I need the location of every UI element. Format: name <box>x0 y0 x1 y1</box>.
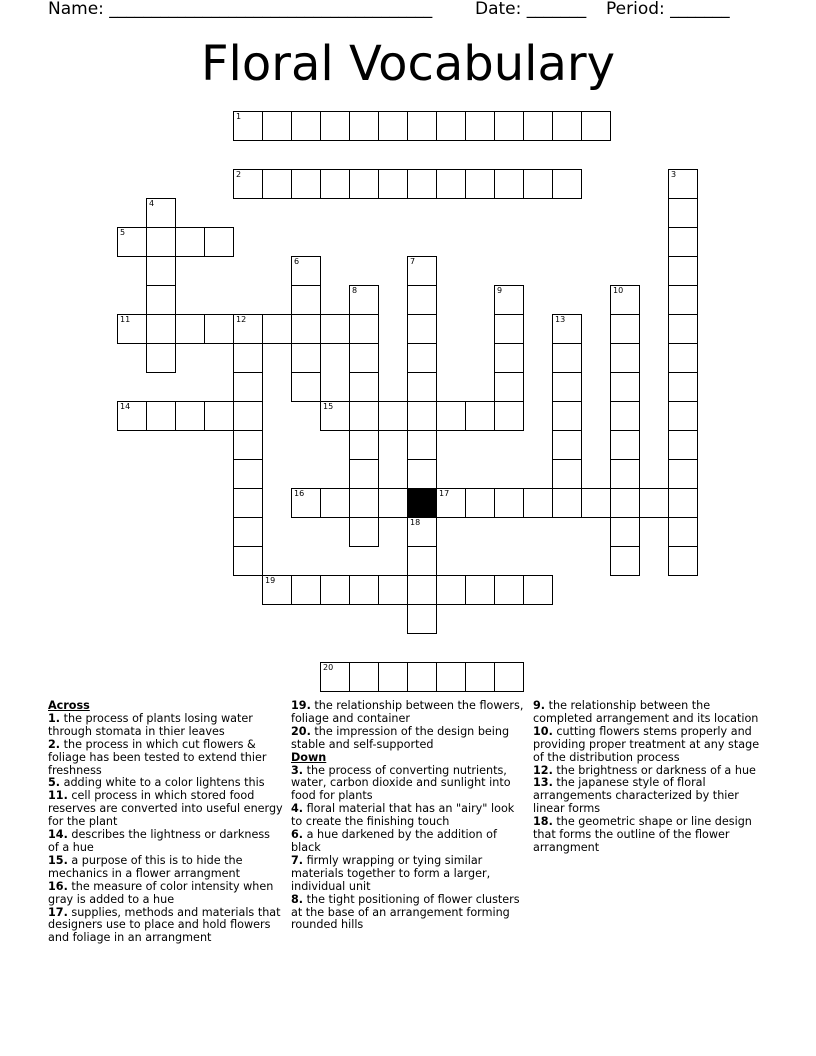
crossword-cell[interactable] <box>349 575 379 605</box>
crossword-cell[interactable] <box>407 517 437 547</box>
crossword-cell[interactable] <box>552 401 582 431</box>
cell-number: 19 <box>265 575 276 585</box>
clue-down-9: 9. the relationship between the completed arrangement and its location <box>533 699 759 725</box>
crossword-cell[interactable] <box>610 546 640 576</box>
cell-number: 4 <box>149 198 155 208</box>
crossword-cell[interactable] <box>378 111 408 141</box>
crossword-cell[interactable] <box>552 372 582 402</box>
crossword-cell[interactable] <box>349 169 379 199</box>
crossword-cell[interactable] <box>349 285 379 315</box>
crossword-cell[interactable] <box>320 488 350 518</box>
cell-number: 11 <box>120 314 131 324</box>
crossword-cell[interactable] <box>465 575 495 605</box>
crossword-cell[interactable] <box>523 111 553 141</box>
clue-down-10: 10. cutting flowers stems properly and providing proper treatment at any stage of the distribution process <box>533 724 760 764</box>
crossword-cell[interactable] <box>494 372 524 402</box>
cell-number: 6 <box>294 256 300 266</box>
crossword-cell[interactable] <box>233 401 263 431</box>
crossword-cell[interactable] <box>552 488 582 518</box>
crossword-cell[interactable] <box>523 575 553 605</box>
crossword-cell[interactable] <box>581 488 611 518</box>
crossword-cell[interactable] <box>233 459 263 489</box>
crossword-cell[interactable] <box>204 401 234 431</box>
crossword-cell[interactable] <box>262 169 292 199</box>
period-field[interactable]: Period: _______ <box>606 0 730 19</box>
crossword-cell[interactable] <box>610 401 640 431</box>
name-field[interactable]: Name: ______________________________________ <box>48 0 433 19</box>
crossword-cell[interactable] <box>291 488 321 518</box>
crossword-cell[interactable] <box>668 227 698 257</box>
crossword-cell[interactable] <box>552 169 582 199</box>
crossword-cell[interactable] <box>233 169 263 199</box>
cell-number: 13 <box>555 314 566 324</box>
crossword-cell[interactable] <box>668 256 698 286</box>
crossword-cell[interactable] <box>552 459 582 489</box>
crossword-cell[interactable] <box>233 314 263 344</box>
crossword-cell[interactable] <box>378 401 408 431</box>
cell-number: 7 <box>410 256 416 266</box>
crossword-cell[interactable] <box>117 227 147 257</box>
crossword-cell[interactable] <box>465 111 495 141</box>
crossword-cell[interactable] <box>175 314 205 344</box>
cell-number: 10 <box>613 285 624 295</box>
crossword-cell[interactable] <box>668 198 698 228</box>
crossword-cell[interactable] <box>407 401 437 431</box>
clue-across-15: 15. a purpose of this is to hide the mechanics in a flower arrangment <box>48 853 243 880</box>
clue-down-3: 3. the process of converting nutrients, water, carbon dioxide and sunlight into food for plants <box>291 763 511 803</box>
crossword-cell[interactable] <box>262 111 292 141</box>
crossword-cell[interactable] <box>320 575 350 605</box>
crossword-cell[interactable] <box>639 488 669 518</box>
crossword-cell[interactable] <box>146 227 176 257</box>
crossword-cell[interactable] <box>349 343 379 373</box>
crossword-cell[interactable] <box>320 401 350 431</box>
clue-column-3 <box>533 700 771 855</box>
crossword-cell[interactable] <box>320 169 350 199</box>
clue-down-8: 8. the tight positioning of flower clusters at the base of an arrangement forming rounded hills <box>291 892 520 932</box>
cell-number: 18 <box>410 517 421 527</box>
crossword-cell[interactable] <box>117 401 147 431</box>
crossword-cell[interactable] <box>349 111 379 141</box>
crossword-cell[interactable] <box>146 285 176 315</box>
crossword-cell[interactable] <box>378 575 408 605</box>
clue-down-18: 18. the geometric shape or line design that forms the outline of the flower arrangment <box>533 815 752 854</box>
crossword-cell[interactable] <box>668 314 698 344</box>
crossword-cell[interactable] <box>117 314 147 344</box>
crossword-cell[interactable] <box>581 111 611 141</box>
crossword-cell[interactable] <box>407 546 437 576</box>
crossword-cell[interactable] <box>320 314 350 344</box>
crossword-cell[interactable] <box>349 517 379 547</box>
crossword-cell[interactable] <box>349 314 379 344</box>
cell-number: 9 <box>497 285 503 295</box>
clue-down-6: 6. a hue darkened by the addition of black <box>291 828 497 854</box>
crossword-cell[interactable] <box>668 372 698 402</box>
crossword-cell[interactable] <box>233 343 263 373</box>
crossword-cell[interactable] <box>610 517 640 547</box>
crossword-cell[interactable] <box>175 227 205 257</box>
clue-across-17: 17. supplies, methods and materials that designers use to place and hold flowers and foliage in an arrangment <box>48 905 281 945</box>
crossword-cell[interactable] <box>494 285 524 315</box>
cell-number: 12 <box>236 314 247 324</box>
crossword-cell[interactable] <box>552 314 582 344</box>
crossword-cell[interactable] <box>668 169 698 199</box>
crossword-cell[interactable] <box>233 546 263 576</box>
crossword-cell[interactable] <box>494 343 524 373</box>
crossword-cell[interactable] <box>204 227 234 257</box>
cell-number: 20 <box>323 662 334 672</box>
crossword-cell[interactable] <box>610 372 640 402</box>
crossword-cell[interactable] <box>407 662 437 692</box>
across-heading: Across <box>48 699 90 712</box>
crossword-cell[interactable] <box>291 314 321 344</box>
crossword-cell[interactable] <box>668 546 698 576</box>
worksheet-header <box>48 0 768 21</box>
crossword-cell[interactable] <box>610 285 640 315</box>
crossword-cell[interactable] <box>233 372 263 402</box>
cell-number: 2 <box>236 169 242 179</box>
crossword-cell[interactable] <box>436 169 466 199</box>
crossword-cell[interactable] <box>436 575 466 605</box>
crossword-cell[interactable] <box>436 488 466 518</box>
crossword-cell[interactable] <box>291 111 321 141</box>
cell-number: 17 <box>439 488 450 498</box>
crossword-cell[interactable] <box>320 111 350 141</box>
crossword-cell[interactable] <box>146 401 176 431</box>
crossword-cell[interactable] <box>668 343 698 373</box>
down-heading: Down <box>291 750 327 764</box>
crossword-cell[interactable] <box>552 111 582 141</box>
crossword-cell[interactable] <box>610 343 640 373</box>
cell-number: 5 <box>120 227 126 237</box>
crossword-cell[interactable] <box>378 488 408 518</box>
crossword-cell[interactable] <box>610 314 640 344</box>
clue-column-2 <box>291 700 527 932</box>
crossword-cell[interactable] <box>233 517 263 547</box>
clue-across-2: 2. the process in which cut flowers & foliage has been tested to extend thier freshness <box>48 737 267 777</box>
crossword-cell[interactable] <box>668 517 698 547</box>
crossword-cell[interactable] <box>262 314 292 344</box>
crossword-cell[interactable] <box>146 198 176 228</box>
crossword-cell[interactable] <box>146 343 176 373</box>
crossword-cell[interactable] <box>494 488 524 518</box>
crossword-cell[interactable] <box>349 662 379 692</box>
crossword-cell[interactable] <box>378 662 408 692</box>
crossword-cell[interactable] <box>291 285 321 315</box>
crossword-cell[interactable] <box>407 169 437 199</box>
crossword-cell[interactable] <box>349 488 379 518</box>
crossword-cell[interactable] <box>204 314 234 344</box>
clue-across-1: 1. the process of plants losing water through stomata in thier leaves <box>48 711 253 738</box>
clue-down-7: 7. firmly wrapping or tying similar materials together to form a larger, individual unit <box>291 853 491 893</box>
crossword-cell[interactable] <box>610 488 640 518</box>
crossword-cell[interactable] <box>494 111 524 141</box>
cell-number: 15 <box>323 401 334 411</box>
crossword-cell[interactable] <box>407 285 437 315</box>
crossword-cell[interactable] <box>146 256 176 286</box>
crossword-cell[interactable] <box>407 604 437 634</box>
crossword-cell[interactable] <box>494 314 524 344</box>
crossword-cell[interactable] <box>436 662 466 692</box>
crossword-cell[interactable] <box>465 488 495 518</box>
crossword-cell[interactable] <box>552 430 582 460</box>
crossword-cell[interactable] <box>407 372 437 402</box>
cell-number: 3 <box>671 169 677 179</box>
crossword-cell[interactable] <box>668 459 698 489</box>
crossword-cell[interactable] <box>465 169 495 199</box>
clue-column-1 <box>48 700 284 945</box>
crossword-cell[interactable] <box>291 169 321 199</box>
clue-across-14: 14. describes the lightness or darkness of a hue <box>48 828 270 854</box>
black-square <box>407 488 437 518</box>
crossword-cell[interactable] <box>668 488 698 518</box>
crossword-cell[interactable] <box>291 372 321 402</box>
crossword-cell[interactable] <box>175 401 205 431</box>
crossword-cell[interactable] <box>407 343 437 373</box>
crossword-cell[interactable] <box>407 314 437 344</box>
crossword-cell[interactable] <box>233 111 263 141</box>
crossword-cell[interactable] <box>291 343 321 373</box>
crossword-cell[interactable] <box>436 401 466 431</box>
crossword-cell[interactable] <box>291 575 321 605</box>
crossword-cell[interactable] <box>610 459 640 489</box>
cell-number: 1 <box>236 111 242 121</box>
clue-down-12: 12. the brightness or darkness of a hue <box>533 763 756 777</box>
crossword-cell[interactable] <box>668 430 698 460</box>
crossword-cell[interactable] <box>494 662 524 692</box>
crossword-cell[interactable] <box>407 256 437 286</box>
crossword-cell[interactable] <box>610 430 640 460</box>
clue-down-13: 13. the japanese style of floral arrangements characterized by thier linear forms <box>533 776 739 816</box>
crossword-cell[interactable] <box>349 401 379 431</box>
crossword-cell[interactable] <box>407 430 437 460</box>
crossword-cell[interactable] <box>233 488 263 518</box>
crossword-cell[interactable] <box>436 111 466 141</box>
crossword-cell[interactable] <box>233 430 263 460</box>
crossword-cell[interactable] <box>407 459 437 489</box>
clue-across-16: 16. the measure of color intensity when gray is added to a hue <box>48 879 274 906</box>
crossword-cell[interactable] <box>668 285 698 315</box>
crossword-cell[interactable] <box>494 575 524 605</box>
crossword-cell[interactable] <box>378 169 408 199</box>
date-field[interactable]: Date: _______ <box>475 0 587 19</box>
crossword-cell[interactable] <box>465 662 495 692</box>
cell-number: 8 <box>352 285 358 295</box>
clue-across-20: 20. the impression of the design being stable and self-supported <box>291 724 510 751</box>
crossword-cell[interactable] <box>291 256 321 286</box>
crossword-cell[interactable] <box>494 401 524 431</box>
cell-number: 14 <box>120 401 131 411</box>
crossword-cell[interactable] <box>407 575 437 605</box>
crossword-cell[interactable] <box>494 169 524 199</box>
crossword-cell[interactable] <box>262 575 292 605</box>
crossword-cell[interactable] <box>349 459 379 489</box>
crossword-cell[interactable] <box>552 343 582 373</box>
crossword-cell[interactable] <box>349 372 379 402</box>
crossword-cell[interactable] <box>407 111 437 141</box>
crossword-cell[interactable] <box>523 488 553 518</box>
clue-across-5: 5. adding white to a color lightens this <box>48 776 265 790</box>
crossword-cell[interactable] <box>523 169 553 199</box>
crossword-cell[interactable] <box>349 430 379 460</box>
cell-number: 16 <box>294 488 305 498</box>
crossword-cell[interactable] <box>668 401 698 431</box>
page-title: Floral Vocabulary <box>200 36 616 92</box>
crossword-cell[interactable] <box>465 401 495 431</box>
clue-across-11: 11. cell process in which stored food reserves are converted into useful energy for the plant <box>48 789 283 829</box>
clue-down-4: 4. floral material that has an "airy" look to create the finishing touch <box>291 802 515 829</box>
crossword-cell[interactable] <box>320 662 350 692</box>
crossword-cell[interactable] <box>146 314 176 344</box>
clue-across-19: 19. the relationship between the flowers, foliage and container <box>291 699 524 725</box>
